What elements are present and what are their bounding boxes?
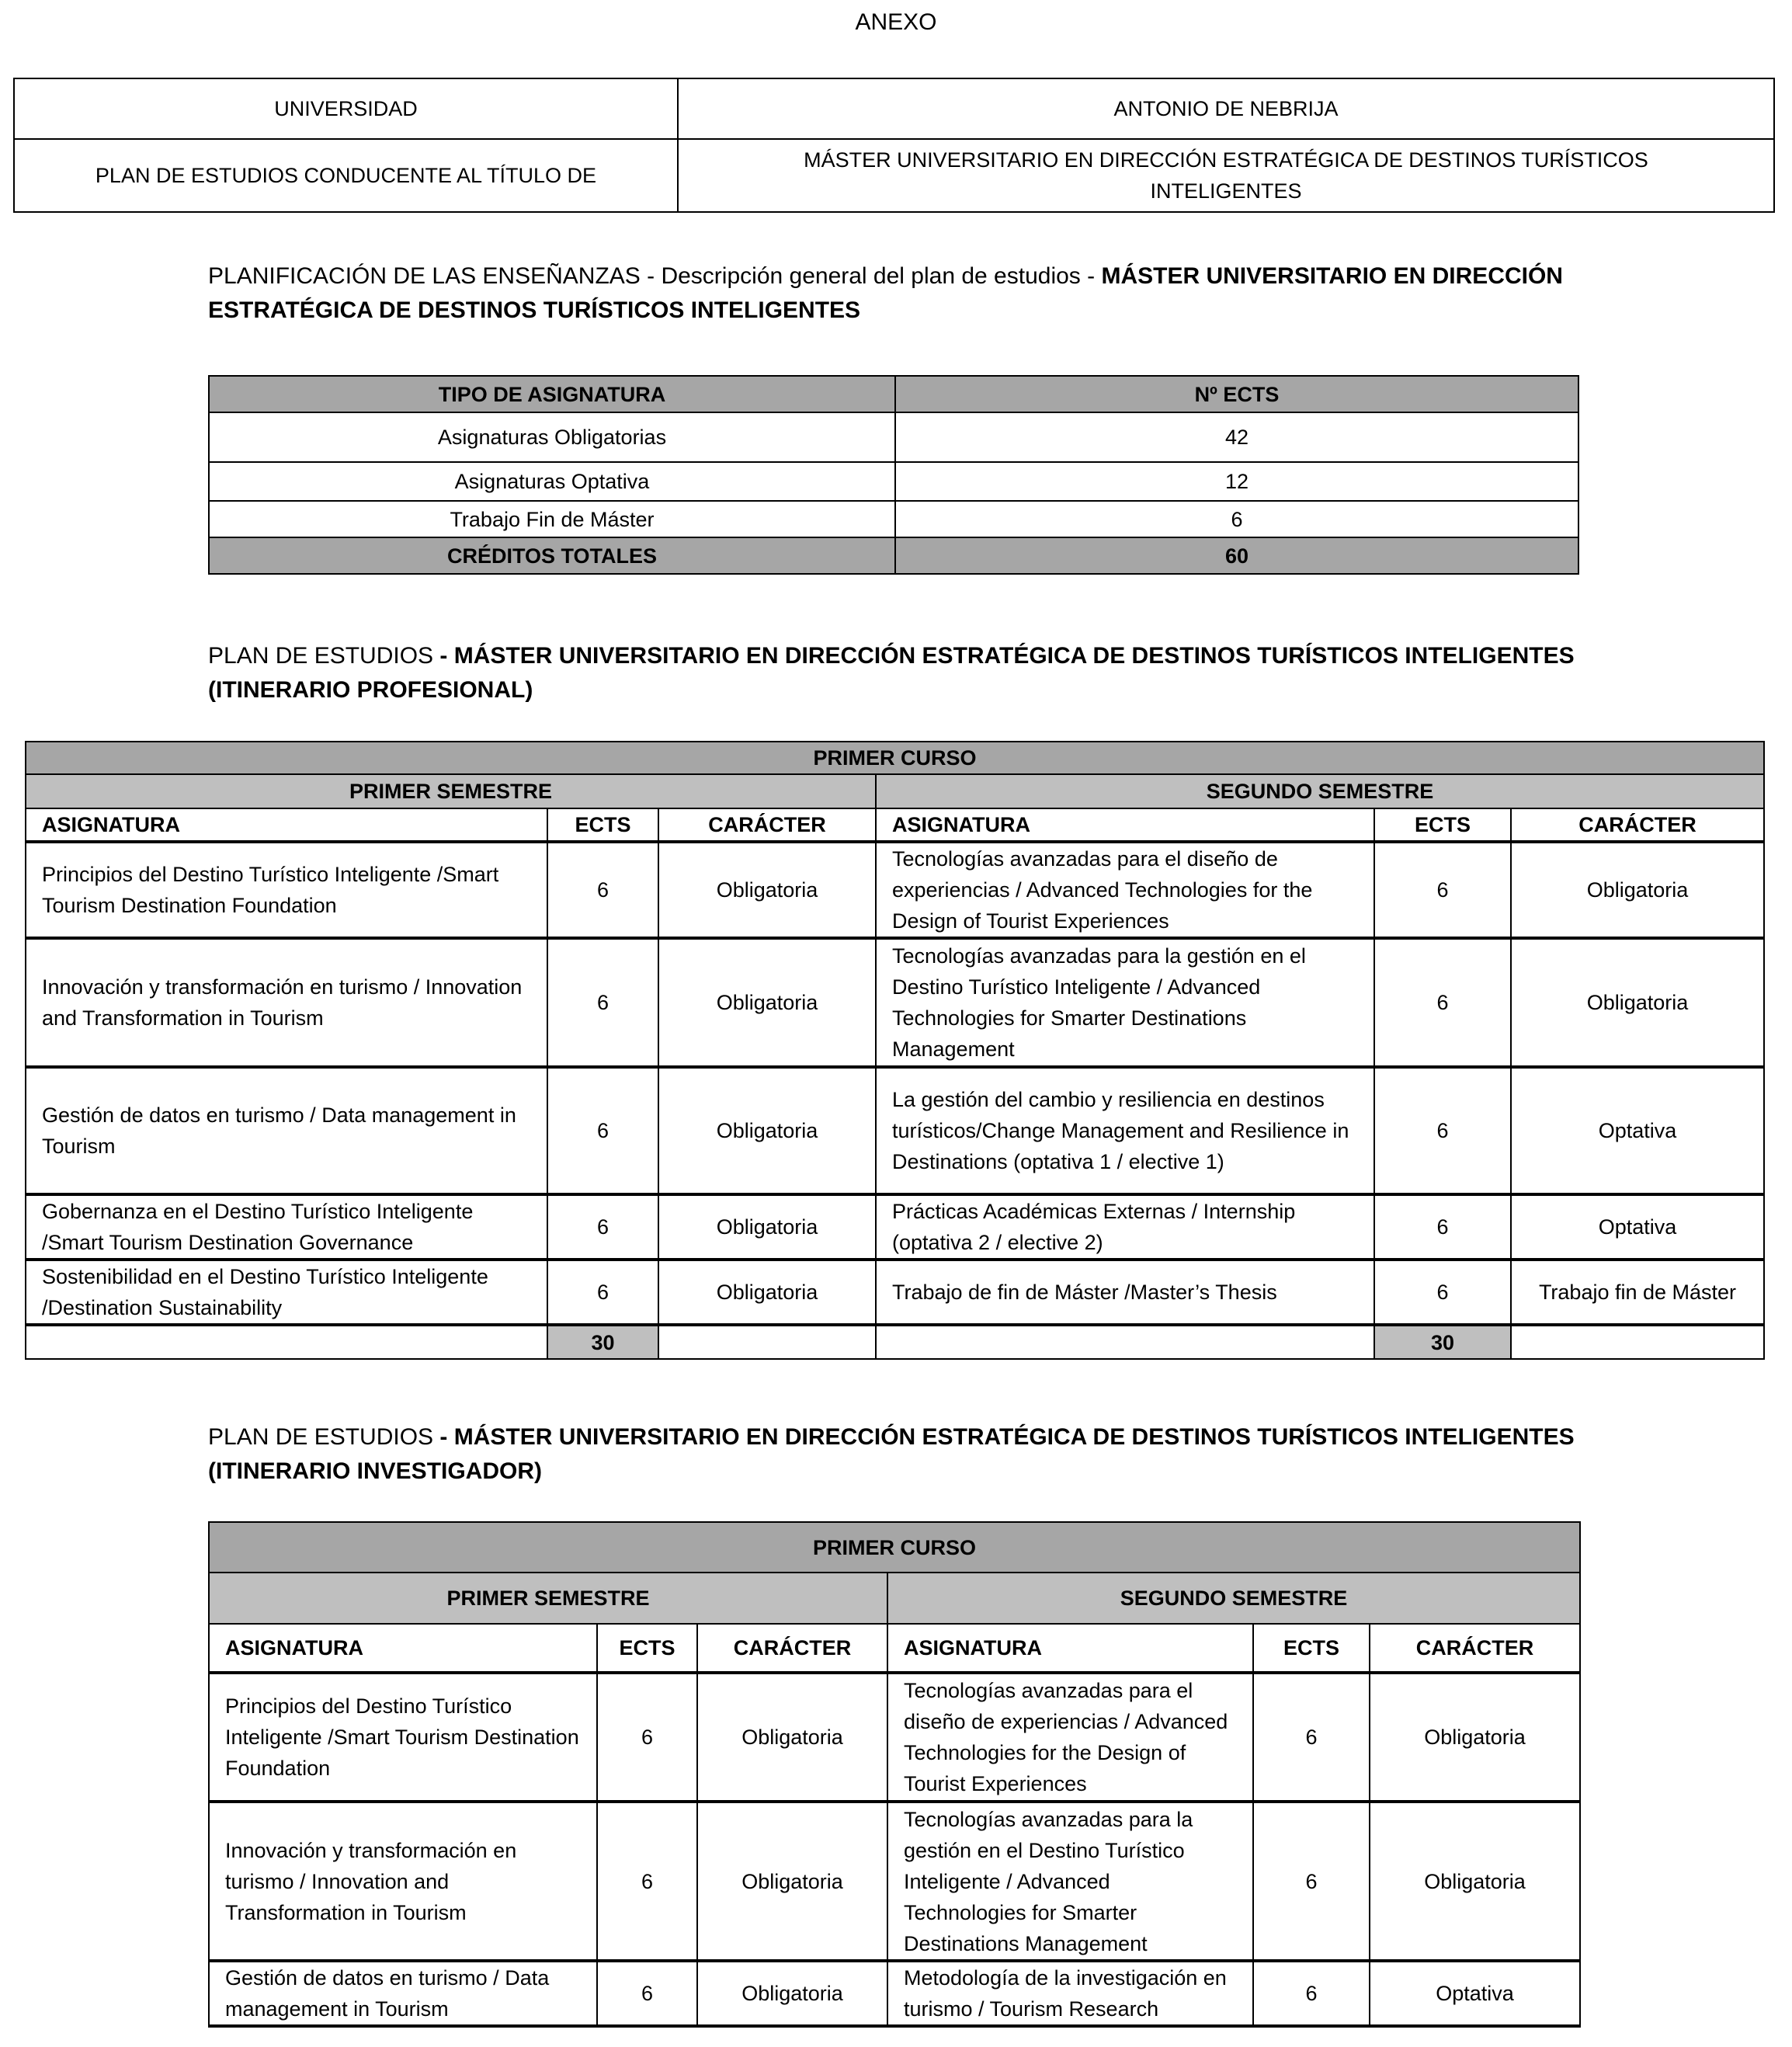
subject-name: Tecnologías avanzadas para la gestión en el Destino Turístico Inteligente / Advanced Technologies for Smarter Destinations Management bbox=[887, 1802, 1253, 1961]
subject-name: Gobernanza en el Destino Turístico Inteligente /Smart Tourism Destination Governance bbox=[26, 1194, 547, 1260]
table-row bbox=[209, 1673, 1580, 1802]
semester1-header: PRIMER SEMESTRE bbox=[209, 1573, 887, 1624]
course-header: PRIMER CURSO bbox=[209, 1522, 1580, 1573]
table-row bbox=[26, 1067, 1764, 1194]
subject-type: Obligatoria bbox=[1511, 842, 1764, 938]
semester1-total: 30 bbox=[547, 1325, 658, 1359]
table-row bbox=[209, 1802, 1580, 1961]
university-value: ANTONIO DE NEBRIJA bbox=[678, 78, 1774, 139]
subject-type: Obligatoria bbox=[1370, 1802, 1580, 1961]
col-header-subject: ASIGNATURA bbox=[209, 1624, 597, 1673]
subject-type: Obligatoria bbox=[658, 1067, 876, 1194]
subject-name: Innovación y transformación en turismo / Innovation and Transformation in Tourism bbox=[26, 938, 547, 1067]
heading-plain: PLAN DE ESTUDIOS bbox=[208, 1424, 440, 1450]
empty-cell bbox=[1511, 1325, 1764, 1359]
plan-label: PLAN DE ESTUDIOS CONDUCENTE AL TÍTULO DE bbox=[14, 139, 678, 212]
subject-type: Trabajo Fin de Máster bbox=[209, 501, 895, 537]
subject-type: Optativa bbox=[1370, 1961, 1580, 2026]
heading-plain: PLANIFICACIÓN DE LAS ENSEÑANZAS - Descripción general del plan de estudios - bbox=[208, 263, 1102, 289]
ects-value: 6 bbox=[597, 1673, 697, 1802]
subject-name: Prácticas Académicas Externas / Internship (optativa 2 / elective 2) bbox=[876, 1194, 1374, 1260]
section2-heading bbox=[208, 639, 1606, 707]
empty-cell bbox=[26, 1325, 547, 1359]
subject-type: Obligatoria bbox=[1511, 938, 1764, 1067]
ects-value: 6 bbox=[1374, 938, 1511, 1067]
ects-value: 6 bbox=[547, 1067, 658, 1194]
subject-name: Principios del Destino Turístico Inteligente /Smart Tourism Destination Foundation bbox=[26, 842, 547, 938]
subject-type: Obligatoria bbox=[1370, 1673, 1580, 1802]
heading-bold: - MÁSTER UNIVERSITARIO EN DIRECCIÓN ESTRATÉGICA DE DESTINOS TURÍSTICOS INTELIGENTES (ITINERARIO INVESTIGADOR) bbox=[208, 1424, 1575, 1484]
col-header-ects: Nº ECTS bbox=[895, 376, 1578, 412]
subject-name: Gestión de datos en turismo / Data management in Tourism bbox=[26, 1067, 547, 1194]
ects-value: 6 bbox=[547, 842, 658, 938]
table-row bbox=[26, 938, 1764, 1067]
subject-name: Tecnologías avanzadas para la gestión en el Destino Turístico Inteligente / Advanced Technologies for Smarter Destinations Management bbox=[876, 938, 1374, 1067]
ects-value: 6 bbox=[1253, 1802, 1370, 1961]
subject-name: Gestión de datos en turismo / Data management in Tourism bbox=[209, 1961, 597, 2026]
col-header-subject: ASIGNATURA bbox=[876, 808, 1374, 842]
table-row bbox=[209, 501, 1578, 537]
ects-summary-table bbox=[208, 375, 1579, 575]
section2-plan-table bbox=[25, 741, 1765, 1360]
header-table bbox=[13, 78, 1775, 213]
subject-type: Optativa bbox=[1511, 1194, 1764, 1260]
ects-value: 12 bbox=[895, 462, 1578, 501]
col-header-ects: ECTS bbox=[1253, 1624, 1370, 1673]
subject-name: Principios del Destino Turístico Inteligente /Smart Tourism Destination Foundation bbox=[209, 1673, 597, 1802]
section3-heading bbox=[208, 1420, 1606, 1489]
section1-heading bbox=[208, 259, 1606, 328]
subject-type: Obligatoria bbox=[658, 1260, 876, 1325]
col-header-type: TIPO DE ASIGNATURA bbox=[209, 376, 895, 412]
subject-name: Innovación y transformación en turismo / Innovation and Transformation in Tourism bbox=[209, 1802, 597, 1961]
table-row bbox=[209, 412, 1578, 462]
subject-name: Sostenibilidad en el Destino Turístico Inteligente /Destination Sustainability bbox=[26, 1260, 547, 1325]
semester2-header: SEGUNDO SEMESTRE bbox=[876, 774, 1764, 808]
section3-plan-table bbox=[208, 1521, 1581, 2028]
ects-value: 6 bbox=[547, 1194, 658, 1260]
table-row bbox=[26, 1260, 1764, 1325]
semester2-header: SEGUNDO SEMESTRE bbox=[887, 1573, 1580, 1624]
subject-type: Obligatoria bbox=[697, 1802, 887, 1961]
subject-type: Obligatoria bbox=[697, 1673, 887, 1802]
ects-value: 42 bbox=[895, 412, 1578, 462]
ects-value: 6 bbox=[547, 938, 658, 1067]
empty-cell bbox=[658, 1325, 876, 1359]
subject-name: Tecnologías avanzadas para el diseño de experiencias / Advanced Technologies for the Design of Tourist Experiences bbox=[876, 842, 1374, 938]
subject-name: La gestión del cambio y resiliencia en destinos turísticos/Change Management and Resilience in Destinations (optativa 1 / elective 1) bbox=[876, 1067, 1374, 1194]
col-header-type: CARÁCTER bbox=[1511, 808, 1764, 842]
col-header-subject: ASIGNATURA bbox=[26, 808, 547, 842]
ects-value: 6 bbox=[895, 501, 1578, 537]
ects-value: 6 bbox=[597, 1802, 697, 1961]
subject-type: Obligatoria bbox=[658, 1194, 876, 1260]
total-value: 60 bbox=[895, 537, 1578, 574]
subject-type: Asignaturas Optativa bbox=[209, 462, 895, 501]
col-header-ects: ECTS bbox=[597, 1624, 697, 1673]
heading-plain: PLAN DE ESTUDIOS bbox=[208, 643, 440, 669]
subject-type: Optativa bbox=[1511, 1067, 1764, 1194]
plan-value: MÁSTER UNIVERSITARIO EN DIRECCIÓN ESTRATÉGICA DE DESTINOS TURÍSTICOS INTELIGENTES bbox=[678, 139, 1774, 212]
heading-bold: - MÁSTER UNIVERSITARIO EN DIRECCIÓN ESTRATÉGICA DE DESTINOS TURÍSTICOS INTELIGENTES (ITINERARIO PROFESIONAL) bbox=[208, 643, 1575, 703]
col-header-ects: ECTS bbox=[547, 808, 658, 842]
total-label: CRÉDITOS TOTALES bbox=[209, 537, 895, 574]
subject-type: Obligatoria bbox=[697, 1961, 887, 2026]
university-label: UNIVERSIDAD bbox=[14, 78, 678, 139]
ects-value: 6 bbox=[1374, 1067, 1511, 1194]
ects-value: 6 bbox=[1374, 1194, 1511, 1260]
semester2-total: 30 bbox=[1374, 1325, 1511, 1359]
empty-cell bbox=[876, 1325, 1374, 1359]
col-header-type: CARÁCTER bbox=[697, 1624, 887, 1673]
col-header-type: CARÁCTER bbox=[1370, 1624, 1580, 1673]
subject-type: Obligatoria bbox=[658, 842, 876, 938]
ects-value: 6 bbox=[597, 1961, 697, 2026]
col-header-subject: ASIGNATURA bbox=[887, 1624, 1253, 1673]
subject-type: Asignaturas Obligatorias bbox=[209, 412, 895, 462]
subject-type: Obligatoria bbox=[658, 938, 876, 1067]
semester1-header: PRIMER SEMESTRE bbox=[26, 774, 876, 808]
subject-name: Tecnologías avanzadas para el diseño de experiencias / Advanced Technologies for the Design of Tourist Experiences bbox=[887, 1673, 1253, 1802]
table-row bbox=[26, 1194, 1764, 1260]
subject-name: Metodología de la investigación en turismo / Tourism Research bbox=[887, 1961, 1253, 2026]
ects-value: 6 bbox=[1253, 1961, 1370, 2026]
table-row bbox=[209, 1961, 1580, 2026]
total-row bbox=[26, 1325, 1764, 1359]
table-row bbox=[209, 462, 1578, 501]
subject-name: Trabajo de fin de Máster /Master’s Thesis bbox=[876, 1260, 1374, 1325]
col-header-ects: ECTS bbox=[1374, 808, 1511, 842]
course-header: PRIMER CURSO bbox=[26, 742, 1764, 774]
subject-type: Trabajo fin de Máster bbox=[1511, 1260, 1764, 1325]
ects-value: 6 bbox=[1374, 1260, 1511, 1325]
ects-value: 6 bbox=[1374, 842, 1511, 938]
col-header-type: CARÁCTER bbox=[658, 808, 876, 842]
total-row bbox=[209, 537, 1578, 574]
heading-bold: MÁSTER UNIVERSITARIO EN DIRECCIÓN ESTRATÉGICA DE DESTINOS TURÍSTICOS INTELIGENTES bbox=[208, 263, 1563, 323]
ects-value: 6 bbox=[1253, 1673, 1370, 1802]
table-row bbox=[26, 842, 1764, 938]
page-title: ANEXO bbox=[855, 9, 937, 35]
ects-value: 6 bbox=[547, 1260, 658, 1325]
